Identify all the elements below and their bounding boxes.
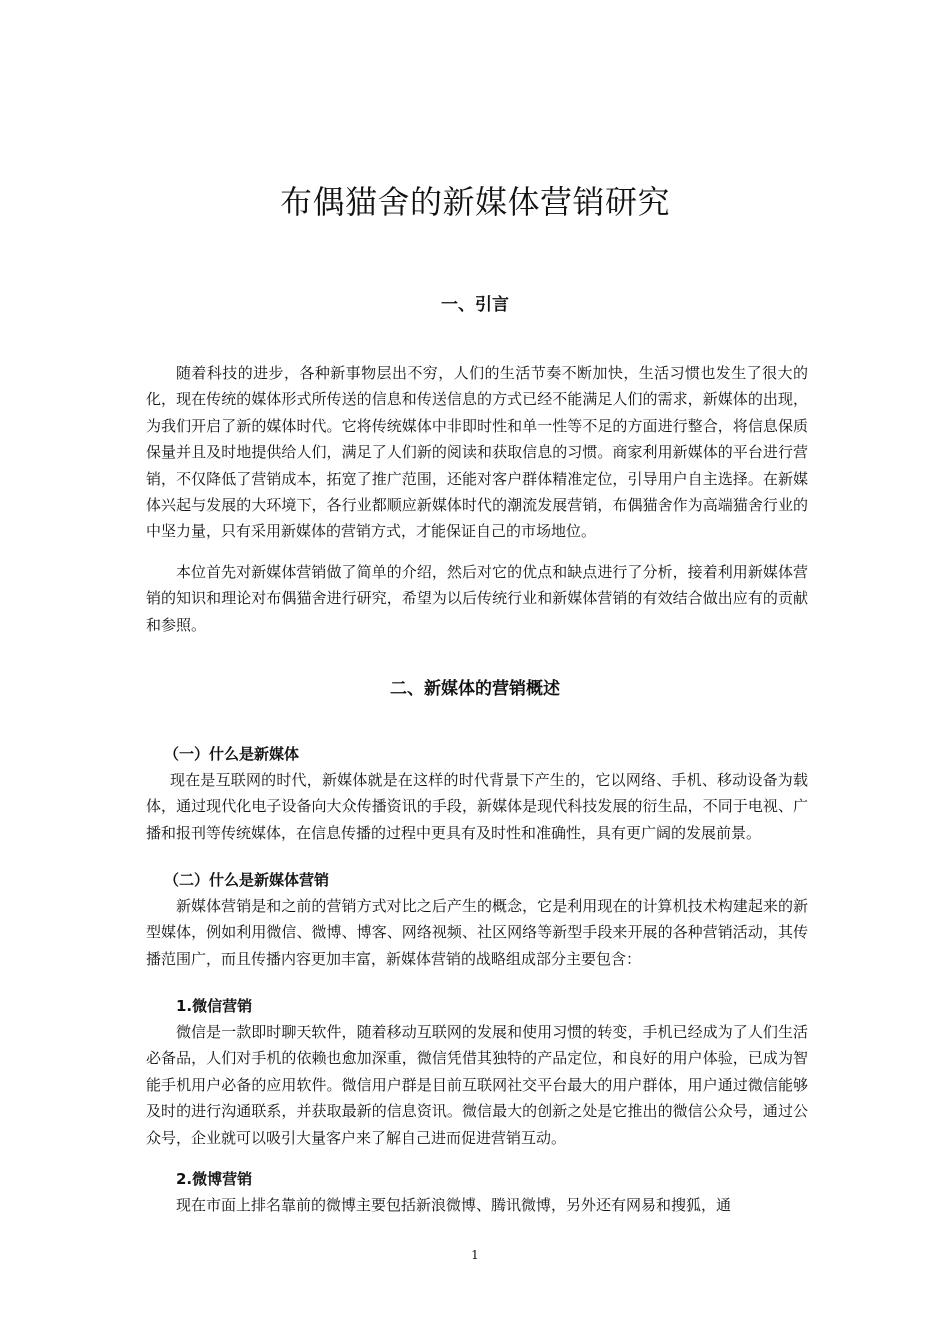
document-title: 布偶猫舍的新媒体营销研究 <box>279 183 670 221</box>
new-media-paragraph: 现在是互联网的时代，新媒体就是在这样的时代背景下产生的，它以网络、手机、移动设备为载体，通过现代化电子设备向大众传播资讯的手段，新媒体是现代科技发展的衍生品，不同于电视、广播和报刊等传统媒体，在信息传播的过程中更具有及时性和准确性，具有更广阔的发展前景。 <box>146 771 808 842</box>
subheading-weibo-marketing: 2.微博营销 <box>176 1170 253 1188</box>
new-media-marketing-paragraph: 新媒体营销是和之前的营销方式对比之后产生的概念，它是利用现在的计算机技术构建起来的新型媒体，例如利用微信、微博、博客、网络视频、社区网络等新型手段来开展的各种营销活动，其传播范围广，而且传播内容更加丰富，新媒体营销的战略组成部分主要包含： <box>146 897 808 968</box>
section-heading-overview: 二、新媒体的营销概述 <box>390 679 560 699</box>
page-number: 1 <box>471 1248 479 1262</box>
section-heading-introduction: 一、引言 <box>441 295 509 315</box>
intro-paragraph-1: 随着科技的进步，各种新事物层出不穷，人们的生活节奏不断加快，生活习惯也发生了很大的化，现在传统的媒体形式所传送的信息和传送信息的方式已经不能满足人们的需求，新媒体的出现，为我们开启了新的媒体时代。它将传统媒体中非即时性和单一性等不足的方面进行整合，将信息保质保量并且及时地提供给人们，满足了人们新的阅读和获取信息的习惯。商家利用新媒体的平台进行营销，不仅降低了营销成本，拓宽了推广范围，还能对客户群体精准定位，引导用户自主选择。在新媒体兴起与发展的大环境下，各行业都顺应新媒体时代的潮流发展营销，布偶猫舍作为高端猫舍行业的中坚力量，只有采用新媒体的营销方式，才能保证自己的市场地位。 <box>146 364 808 541</box>
subheading-wechat-marketing: 1.微信营销 <box>176 997 253 1015</box>
wechat-marketing-paragraph: 微信是一款即时聊天软件，随着移动互联网的发展和使用习惯的转变，手机已经成为了人们生活必备品，人们对手机的依赖也愈加深重，微信凭借其独特的产品定位，和良好的用户体验，已成为智能手机用户必备的应用软件。微信用户群是目前互联网社交平台最大的用户群体，用户通过微信能够及时的进行沟通联系，并获取最新的信息资讯。微信最大的创新之处是它推出的微信公众号，通过公众号，企业就可以吸引大量客户来了解自己进而促进营销互动。 <box>146 1023 808 1147</box>
intro-paragraph-2: 本位首先对新媒体营销做了简单的介绍，然后对它的优点和缺点进行了分析，接着利用新媒体营销的知识和理论对布偶猫舍进行研究，希望为以后传统行业和新媒体营销的有效结合做出应有的贡献和参照。 <box>146 563 808 634</box>
weibo-marketing-paragraph: 现在市面上排名靠前的微博主要包括新浪微博、腾讯微博，另外还有网易和搜狐，通 <box>176 1196 732 1214</box>
subheading-what-is-new-media: （一）什么是新媒体 <box>164 745 300 763</box>
subheading-what-is-new-media-marketing: （二）什么是新媒体营销 <box>164 871 330 889</box>
